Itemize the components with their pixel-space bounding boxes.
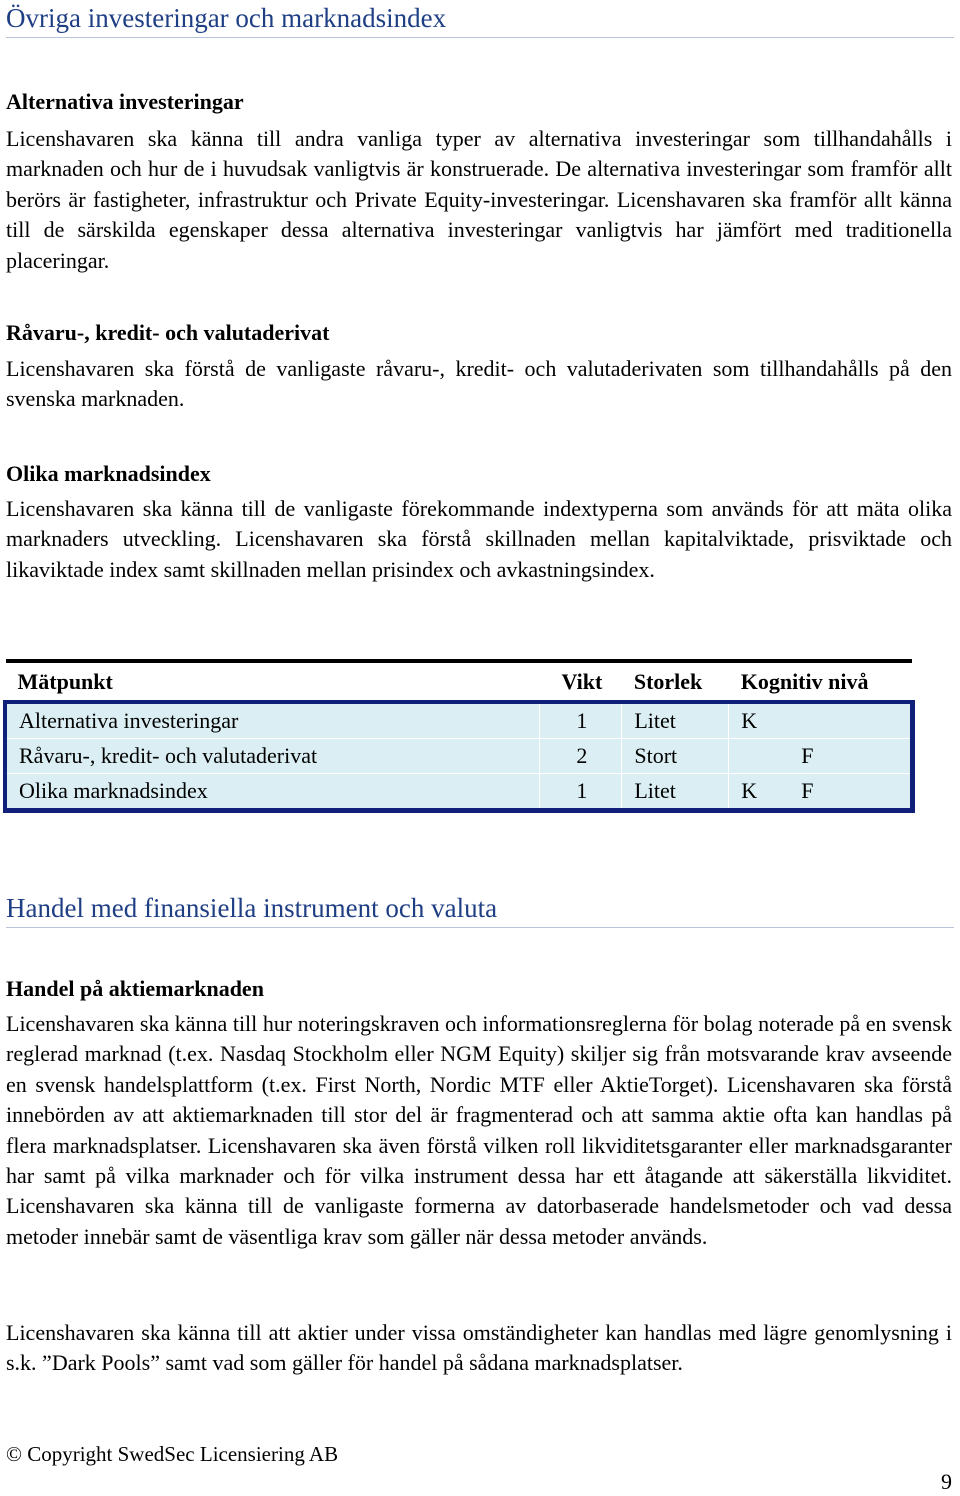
- paragraph-aktiemarknaden-1: Licenshavaren ska känna till hur noteringskraven och informationsreglerna för bolag noterade på en svensk reglerad marknad (t.ex. Nasdaq Stockholm eller NGM Equity) skiljer sig från motsvarande krav avseende en svensk handelsplattform (t.ex. First North, Nordic MTF eller AktieTorget). Licenshavaren ska förstå innebörden av att aktiemarknaden till stor del är fragmenterad och att samma aktie ofta kan handlas på flera marknadsplatser. Licenshavaren ska även förstå vilken roll likviditetsgaranter eller marknadsgaranter har samt på vilka marknader och för vilka instrument dessa har ett åtagande att säkerställa likviditet. Licenshavaren ska känna till de vanligaste formerna av datorbaserade handelsmetoder och vad dessa metoder innebär samt de väsentliga krav som gäller när dessa metoder används.: [6, 1011, 952, 1249]
- cell-kognitiv: [729, 739, 912, 774]
- assessment-table: [4, 659, 913, 811]
- heading-marknadsindex: Olika marknadsindex: [6, 461, 211, 486]
- cell-storlek: Litet: [622, 774, 729, 810]
- cell-matpunkt: Alternativa investeringar: [6, 703, 540, 739]
- section-title-ovriga: Övriga investeringar och marknadsindex: [6, 2, 954, 38]
- table-row: [6, 703, 912, 739]
- header-kognitiv: Kognitiv nivå: [729, 661, 912, 703]
- heading-ravaru: Råvaru-, kredit- och valutaderivat: [6, 320, 330, 345]
- table-row: [6, 739, 912, 774]
- header-matpunkt: Mätpunkt: [6, 661, 540, 703]
- paragraph-ravaru: Licenshavaren ska förstå de vanligaste råvaru-, kredit- och valutaderivaten som tillhandahålls på den svenska marknaden.: [6, 356, 952, 412]
- table-row: [6, 774, 912, 810]
- cell-vikt: 1: [540, 703, 622, 739]
- table-header-row: [6, 661, 912, 703]
- paragraph-marknadsindex: Licenshavaren ska känna till de vanligaste förekommande indextyperna som används för att mäta olika marknaders utveckling. Licenshavaren ska förstå skillnaden mellan kapitalviktade, prisviktade och likaviktade index samt skillnaden mellan prisindex och avkastningsindex.: [6, 496, 952, 582]
- cell-vikt: 1: [540, 774, 622, 810]
- cell-k: [741, 743, 801, 769]
- paragraph-alternativa: Licenshavaren ska känna till andra vanliga typer av alternativa investeringar som tillhandahålls i marknaden och hur de i huvudsak vanligtvis är konstruerade. De alternativa investeringar som framför allt berörs är fastigheter, infrastruktur och Private Equity-investeringar. Licenshavaren ska framför allt känna till de särskilda egenskaper dessa alternativa investeringar vanligtvis har jämfört med traditionella placeringar.: [6, 126, 952, 273]
- heading-aktiemarknaden: Handel på aktiemarknaden: [6, 976, 264, 1001]
- header-storlek: Storlek: [622, 661, 729, 703]
- cell-kognitiv: [729, 703, 912, 739]
- cell-matpunkt: Råvaru-, kredit- och valutaderivat: [6, 739, 540, 774]
- cell-f: [801, 708, 861, 734]
- cell-matpunkt: Olika marknadsindex: [6, 774, 540, 810]
- cell-kognitiv: [729, 774, 912, 810]
- section-title-handel: Handel med finansiella instrument och valuta: [6, 892, 954, 928]
- cell-storlek: Stort: [622, 739, 729, 774]
- paragraph-aktiemarknaden-2: Licenshavaren ska känna till att aktier under vissa omständigheter kan handlas med lägre genomlysning i s.k. ”Dark Pools” samt vad som gäller för handel på sådana marknadsplatser.: [6, 1320, 952, 1376]
- page-number: 9: [941, 1469, 952, 1494]
- cell-k: K: [741, 778, 758, 803]
- cell-storlek: Litet: [622, 703, 729, 739]
- heading-alternativa: Alternativa investeringar: [6, 89, 244, 114]
- cell-vikt: 2: [540, 739, 622, 774]
- cell-f: F: [801, 743, 814, 768]
- header-vikt: Vikt: [540, 661, 622, 703]
- copyright-footer: © Copyright SwedSec Licensiering AB: [6, 1442, 339, 1466]
- cell-k: K: [741, 708, 758, 733]
- cell-f: F: [801, 778, 814, 803]
